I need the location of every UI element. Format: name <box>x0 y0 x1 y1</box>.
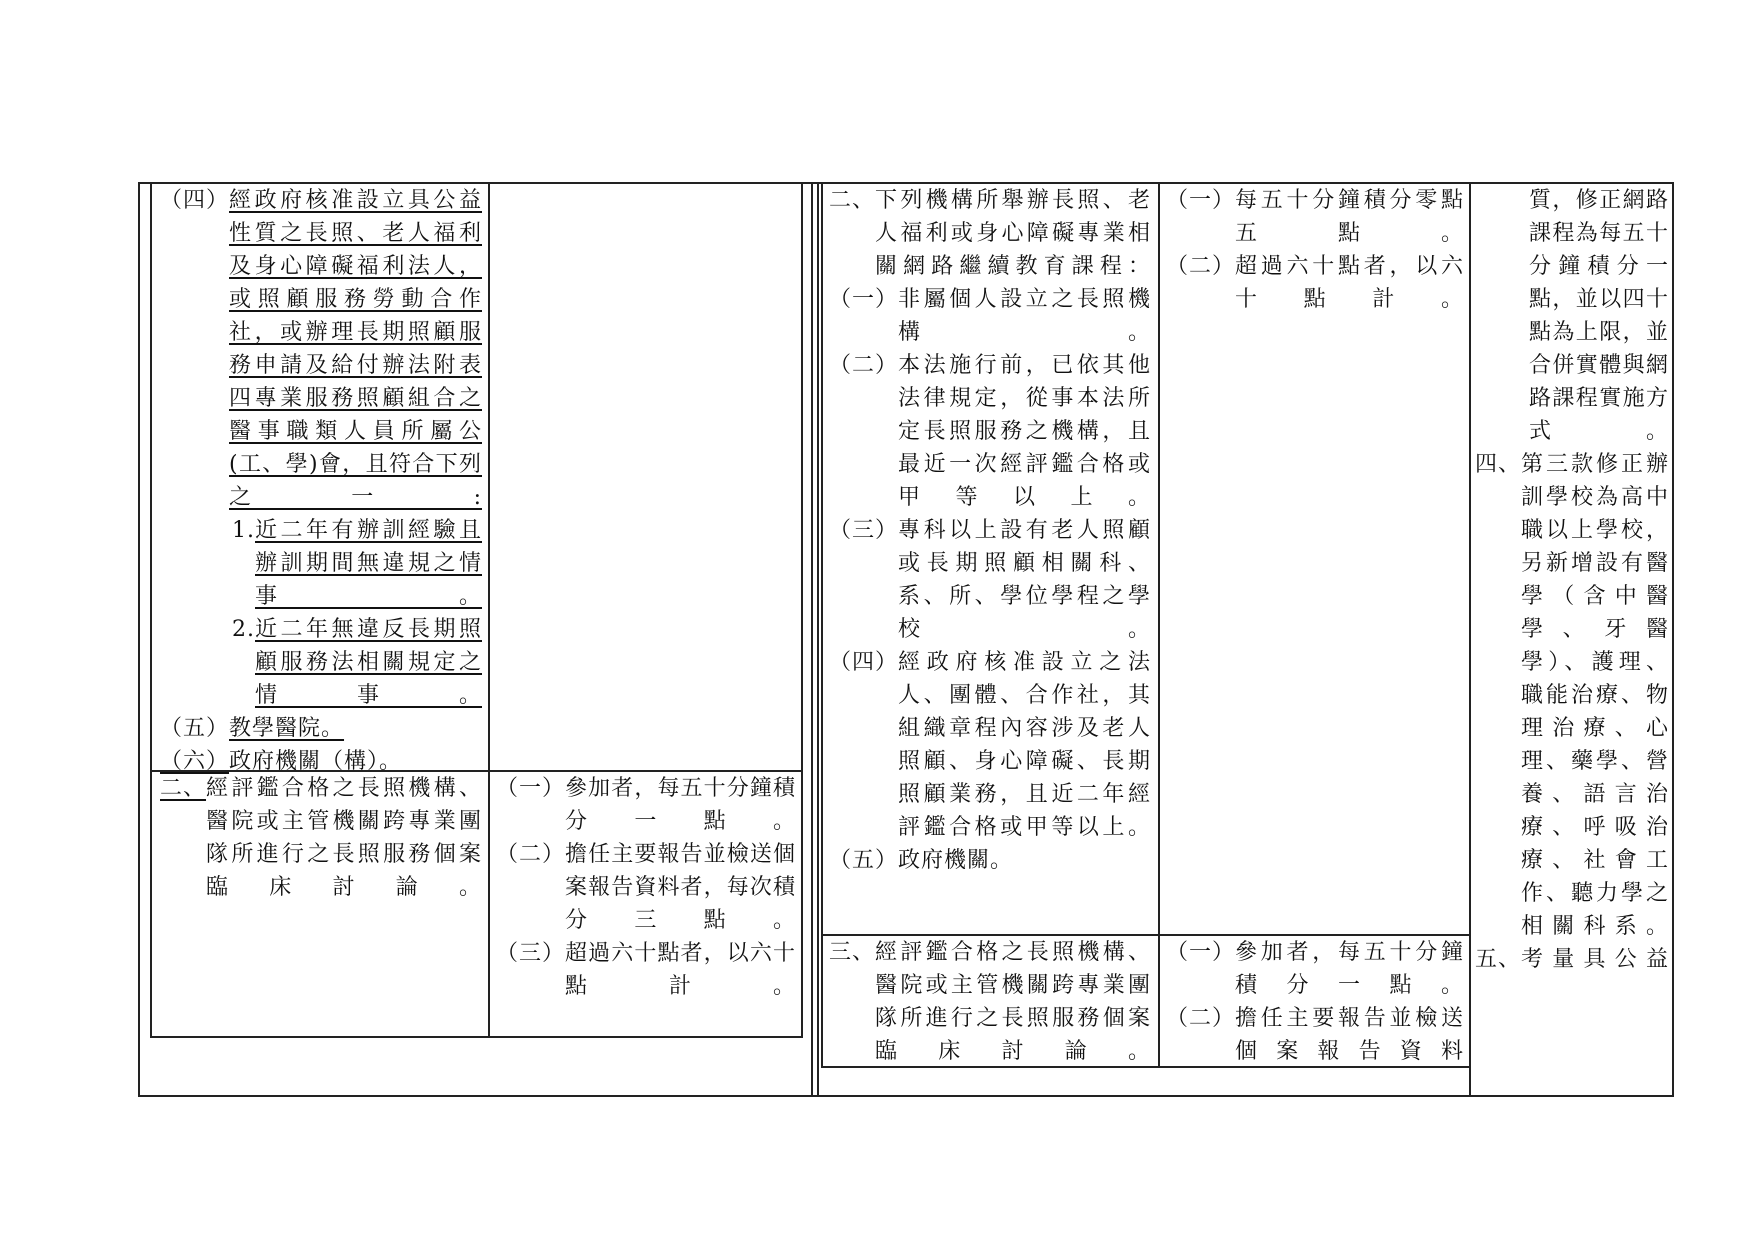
table-border <box>150 182 152 1038</box>
item-label: （二） <box>829 353 899 378</box>
table-border <box>488 182 490 1038</box>
item-text: 擔任主要報告並檢送個案報告資料 <box>1235 1006 1464 1064</box>
list-heading <box>829 184 1151 283</box>
list-item <box>829 936 1151 1068</box>
right-col3 <box>1475 184 1669 976</box>
right-row1-col1 <box>829 184 1151 877</box>
item-label: （六） <box>160 749 230 774</box>
item-label: （三） <box>496 941 566 966</box>
item-label: 1. <box>232 518 255 543</box>
list-item <box>829 514 1151 646</box>
item-label: （四） <box>160 188 230 213</box>
item-label: 二、 <box>160 776 207 801</box>
item-label: （四） <box>829 650 899 675</box>
item-text: 近二年有辦訓經驗且辦訓期間無違規之情事。 <box>255 518 482 609</box>
item-text: 政府機關。 <box>898 848 1014 873</box>
right-row2-col2 <box>1166 936 1464 1068</box>
item-label: （二） <box>1166 254 1236 279</box>
list-item <box>829 646 1151 844</box>
list-item <box>1166 1002 1464 1068</box>
list-item <box>496 838 796 937</box>
item-label: 三、 <box>829 940 876 965</box>
item-text: 政府機關（構）。 <box>229 749 403 774</box>
item-label: （五） <box>829 848 899 873</box>
list-item <box>1166 184 1464 250</box>
right-row1-col2 <box>1166 184 1464 316</box>
list-item <box>160 184 482 514</box>
item-text: 第三款修正辦訓學校為高中職以上學校，另新增設有醫學（含中醫學、牙醫學）、護理、職能治療、物理治療、心理、藥學、營養、語言治療、呼吸治療、社會工作、聽力學之相關科系。 <box>1521 452 1669 939</box>
explanation-text: 質，修正網路課程為每五十分鐘積分一點，並以四十點為上限，並合併實體與網路課程實施方式。 <box>1529 188 1669 444</box>
left-row2-col2 <box>496 772 796 1003</box>
item-text: 非屬個人設立之長照機構。 <box>898 287 1151 345</box>
item-text: 本法施行前，已依其他法律規定，從事本法所定長照服務之機構，且最近一次經評鑑合格或甲等以上。 <box>898 353 1151 510</box>
item-text: 教學醫院。 <box>229 716 345 741</box>
item-label: （一） <box>1166 940 1236 965</box>
item-label: 2. <box>232 617 255 642</box>
list-item <box>1166 250 1464 316</box>
list-item <box>829 283 1151 349</box>
item-text: 考量具公益 <box>1521 947 1669 972</box>
item-text: 下列機構所舉辦長照、老人福利或身心障礙專業相關網路繼續教育課程： <box>875 188 1151 279</box>
list-item <box>160 712 482 745</box>
table-divider <box>817 182 819 1097</box>
list-item <box>829 844 1151 877</box>
list-item <box>160 772 482 904</box>
table-divider <box>811 182 813 1097</box>
list-item <box>1475 448 1669 943</box>
table-border <box>150 1036 803 1038</box>
item-label: （一） <box>829 287 899 312</box>
item-label: （二） <box>1166 1006 1236 1031</box>
list-item <box>829 349 1151 514</box>
right-row2-col1 <box>829 936 1151 1068</box>
list-item <box>160 613 482 712</box>
item-text: 經評鑑合格之長照機構、醫院或主管機關跨專業團隊所進行之長照服務個案臨床討論。 <box>875 940 1151 1064</box>
item-label: （一） <box>496 776 566 801</box>
list-item <box>160 514 482 613</box>
item-label: 二、 <box>829 188 876 213</box>
item-text: 專科以上設有老人照顧或長期照顧相關科、系、所、學位學程之學校。 <box>898 518 1151 642</box>
list-item <box>1166 936 1464 1002</box>
item-text: 超過六十點者，以六十點計。 <box>565 941 796 999</box>
list-item <box>496 772 796 838</box>
item-text: 經政府核准設立之法人、團體、合作社，其組織章程內容涉及老人照顧、身心障礙、長期照顧業務，且近二年經評鑑合格或甲等以上。 <box>898 650 1151 840</box>
list-item <box>496 937 796 1003</box>
item-text: 參加者，每五十分鐘積分一點。 <box>565 776 796 834</box>
item-text: 經政府核准設立具公益性質之長照、老人福利及身心障礙福利法人，或照顧服務勞動合作社，或辦理長期照顧服務申請及給付辦法附表四專業服務照顧組合之醫事職類人員所屬公(工、學)會，且符合下列之一: <box>229 188 482 510</box>
item-label: 五、 <box>1475 947 1522 972</box>
item-label: （三） <box>829 518 899 543</box>
left-row2-col1 <box>160 772 482 904</box>
item-label: （五） <box>160 716 230 741</box>
item-text: 擔任主要報告並檢送個案報告資料者，每次積分三點。 <box>565 842 796 933</box>
item-text: 每五十分鐘積分零點五點。 <box>1235 188 1464 246</box>
list-item <box>1475 943 1669 976</box>
table-border <box>801 182 803 1038</box>
left-row1-col1 <box>160 184 482 778</box>
item-text: 參加者，每五十分鐘積分一點。 <box>1235 940 1464 998</box>
item-text: 經評鑑合格之長照機構、醫院或主管機關跨專業團隊所進行之長照服務個案臨床討論。 <box>206 776 482 900</box>
item-label: （一） <box>1166 188 1236 213</box>
item-label: （二） <box>496 842 566 867</box>
item-text: 近二年無違反長期照顧服務法相關規定之情事。 <box>255 617 482 708</box>
item-label: 四、 <box>1475 452 1522 477</box>
item-text: 超過六十點者，以六十點計。 <box>1235 254 1464 312</box>
table-border <box>1469 182 1471 1097</box>
